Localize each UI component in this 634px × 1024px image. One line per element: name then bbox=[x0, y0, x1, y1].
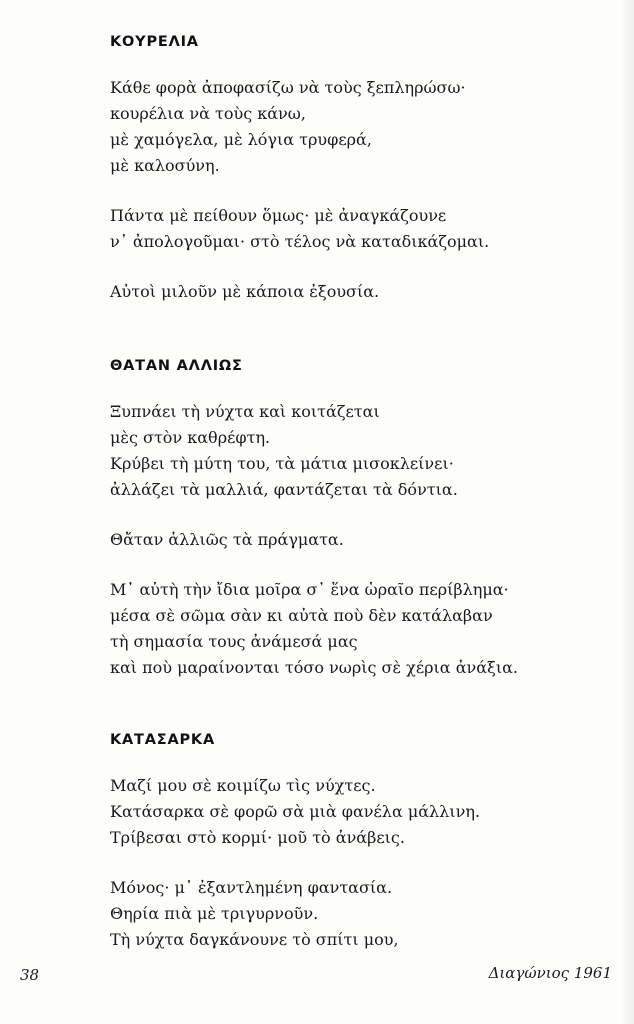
poem-line: Θἄταν ἀλλιῶς τὰ πράγματα. bbox=[110, 530, 344, 549]
page-edge-shadow bbox=[620, 0, 634, 1024]
poem-line: μὲ χαμόγελα, μὲ λόγια τρυφερά, bbox=[110, 130, 372, 149]
poem-line: καὶ ποὺ μαραίνονται τόσο νωρὶς σὲ χέρια ἀνάξια. bbox=[110, 658, 518, 677]
poem-line: Τὴ νύχτα δαγκάνουνε τὸ σπίτι μου, bbox=[110, 930, 399, 949]
poem-line: Πάντα μὲ πείθουν ὅμως· μὲ ἀναγκάζουνε bbox=[110, 206, 447, 225]
poem-line: Θηρία πιὰ μὲ τριγυρνοῦν. bbox=[110, 904, 319, 923]
poem-line: μὲς στὸν καθρέφτη. bbox=[110, 428, 271, 447]
poem-title-katasarka: ΚΑΤΑΣΑΡΚΑ bbox=[110, 732, 215, 748]
source-citation: Διαγώνιος 1961 bbox=[488, 964, 612, 982]
poem-line: Μ᾽ αὐτὴ τὴν ἴδια μοῖρα σ᾽ ἕνα ὡραῖο περίβλημα· bbox=[110, 580, 509, 599]
page-number: 38 bbox=[20, 966, 40, 984]
poem-line: ἀλλάζει τὰ μαλλιά, φαντάζεται τὰ δόντια. bbox=[110, 480, 458, 499]
poem-line: μέσα σὲ σῶμα σὰν κι αὐτὰ ποὺ δὲν κατάλαβαν bbox=[110, 606, 493, 625]
poem-line: Ξυπνάει τὴ νύχτα καὶ κοιτάζεται bbox=[110, 402, 380, 421]
poem-line: τὴ σημασία τους ἀνάμεσά μας bbox=[110, 632, 358, 651]
poem-title-thatan-allios: ΘΑΤΑΝ ΑΛΛΙΩΣ bbox=[110, 358, 243, 374]
poem-line: Κάθε φορὰ ἀποφασίζω νὰ τοὺς ξεπληρώσω· bbox=[110, 78, 466, 97]
poem-line: Μόνος· μ᾽ ἐξαντλημένη φαντασία. bbox=[110, 878, 393, 897]
poem-line: Κρύβει τὴ μύτη του, τὰ μάτια μισοκλείνει· bbox=[110, 454, 454, 473]
poem-line: ν᾽ ἀπολογοῦμαι· στὸ τέλος νὰ καταδικάζομαι. bbox=[110, 232, 490, 251]
poem-line: Τρίβεσαι στὸ κορμί· μοῦ τὸ ἀνάβεις. bbox=[110, 828, 405, 847]
poem-line: Κατάσαρκα σὲ φορῶ σὰ μιὰ φανέλα μάλλινη. bbox=[110, 802, 480, 821]
poem-line: κουρέλια νὰ τοὺς κάνω, bbox=[110, 104, 306, 123]
poem-line: μὲ καλοσύνη. bbox=[110, 156, 220, 175]
poem-title-kourelia: ΚΟΥΡΕΛΙΑ bbox=[110, 34, 199, 50]
poem-line: Μαζί μου σὲ κοιμίζω τὶς νύχτες. bbox=[110, 776, 376, 795]
poem-line: Αὐτοὶ μιλοῦν μὲ κάποια ἐξουσία. bbox=[110, 282, 380, 301]
